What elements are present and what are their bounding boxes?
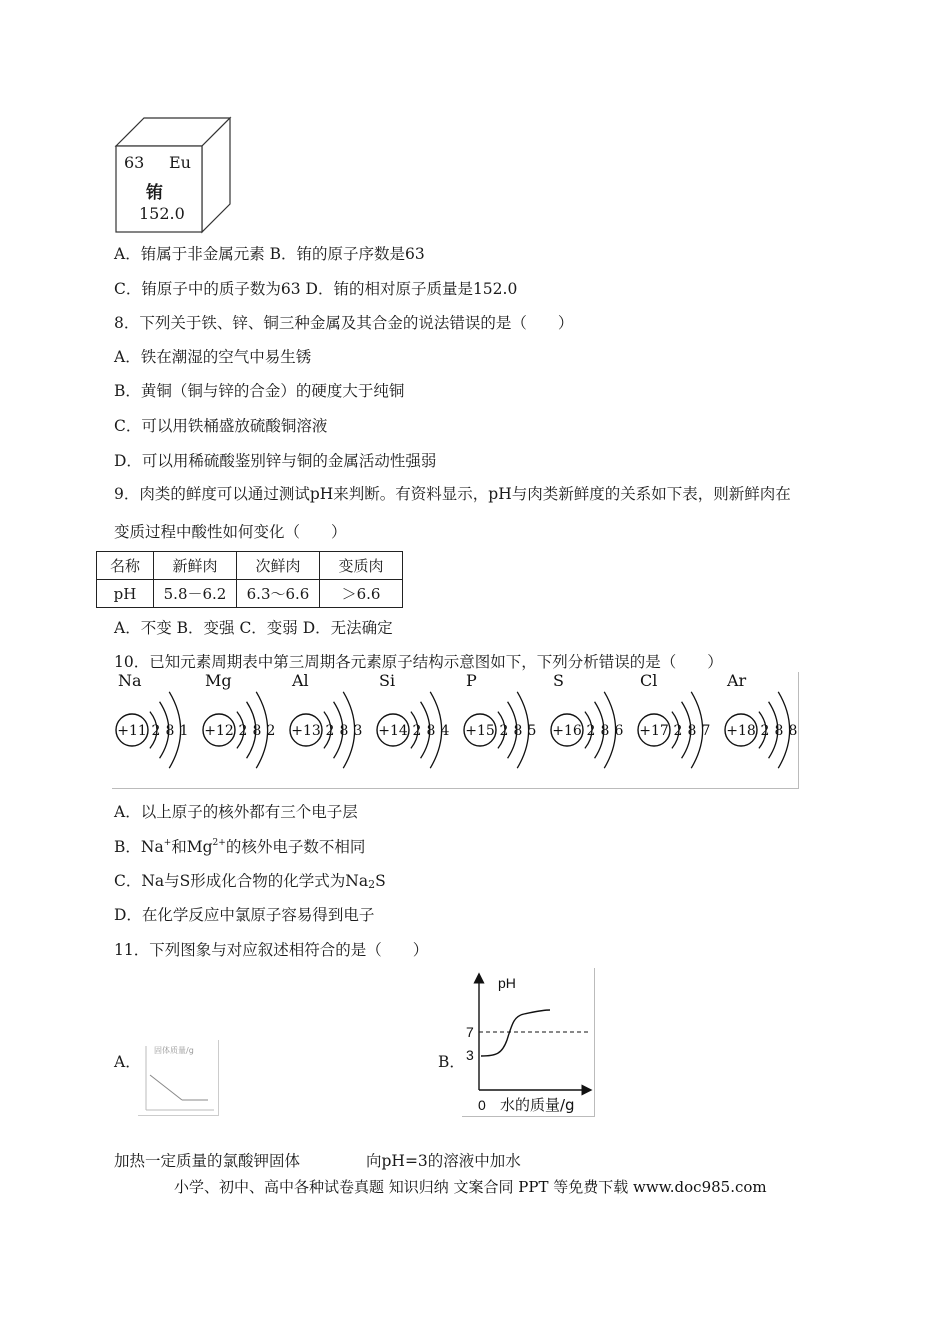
shell-electron-count: 8: [426, 723, 436, 739]
atom-mg: [203, 672, 275, 768]
table-header-cell: 变质肉: [320, 552, 403, 580]
shell-electron-count: 2: [760, 723, 770, 739]
graph-a-thumbnail: [138, 1040, 219, 1116]
table-header-cell: 名称: [97, 552, 154, 580]
table-cell: pH: [97, 580, 154, 608]
table-cell: ＞6.6: [320, 580, 403, 608]
element-number: 63: [124, 153, 145, 172]
q10-b-mid: 和Mg: [171, 838, 213, 856]
shell-electron-count: 8: [788, 723, 798, 739]
atom-symbol: Na: [118, 672, 142, 690]
q10-c-prefix: C．Na与S形成化合物的化学式为Na: [114, 872, 369, 890]
atom-symbol: P: [466, 672, 477, 690]
table-row: [97, 552, 403, 580]
nucleus-charge: +11: [117, 723, 147, 739]
shell-electron-count: 6: [614, 723, 624, 739]
atom-al: [290, 672, 362, 768]
q10-option-a: A．以上原子的核外都有三个电子层: [114, 803, 358, 821]
q8-option-c: C．可以用铁桶盛放硫酸铜溶液: [114, 417, 328, 435]
shell-electron-count: 2: [151, 723, 161, 739]
shell-electron-count: 2: [266, 723, 276, 739]
atom-symbol: S: [553, 672, 564, 690]
graph-b-tick-7: 7: [466, 1024, 474, 1040]
table-row: [97, 580, 403, 608]
element-mass: 152.0: [139, 204, 185, 223]
atom-symbol: Cl: [640, 672, 658, 690]
q8-stem: 8．下列关于铁、锌、铜三种金属及其合金的说法错误的是（ ）: [114, 314, 574, 332]
atom-p: [464, 672, 536, 768]
q9-stem-line2: 变质过程中酸性如何变化（ ）: [114, 523, 347, 541]
atom-ar: [725, 672, 797, 768]
q10-option-d: D．在化学反应中氯原子容易得到电子: [114, 906, 375, 924]
q10-b-sup1: +: [163, 838, 172, 848]
q11-stem: 11．下列图象与对应叙述相符合的是（ ）: [114, 941, 429, 959]
shell-electron-count: 2: [238, 723, 248, 739]
nucleus-charge: +17: [639, 723, 669, 739]
shell-electron-count: 8: [687, 723, 697, 739]
q10-c-sub: 2: [368, 878, 376, 891]
shell-electron-count: 2: [673, 723, 683, 739]
atom-s: [551, 672, 624, 768]
shell-electron-count: 4: [440, 723, 450, 739]
shell-electron-count: 8: [513, 723, 523, 739]
atom-symbol: Mg: [205, 672, 232, 690]
atom-symbol: Ar: [727, 672, 747, 690]
graph-b-curve: [481, 1010, 550, 1056]
q11-caption-b: 向pH=3的溶液中加水: [366, 1152, 521, 1170]
q9-options: A．不变 B．变强 C．变弱 D．无法确定: [114, 619, 393, 637]
q8-option-a: A．铁在潮湿的空气中易生锈: [114, 348, 312, 366]
nucleus-charge: +16: [552, 723, 582, 739]
shell-electron-count: 2: [412, 723, 422, 739]
atom-diagrams: [112, 672, 798, 788]
q10-b-suffix: 的核外电子数不相同: [225, 838, 366, 856]
graph-a-plot: [138, 1040, 218, 1115]
atom-symbol: Al: [292, 672, 309, 690]
ph-table: [96, 551, 403, 608]
shell-electron-count: 2: [499, 723, 509, 739]
graph-b-xlabel: 水的质量/g: [500, 1096, 575, 1114]
nucleus-charge: +13: [291, 723, 321, 739]
nucleus-charge: +14: [378, 723, 408, 739]
graph-a-ylabel: 固体质量/g: [154, 1046, 194, 1055]
q11-option-a-label: A．: [114, 1053, 141, 1071]
shell-electron-count: 8: [774, 723, 784, 739]
nucleus-charge: +18: [726, 723, 756, 739]
graph-b: [462, 968, 595, 1117]
shell-electron-count: 2: [586, 723, 596, 739]
atom-symbol: Si: [379, 672, 396, 690]
q11-caption-a: 加热一定质量的氯酸钾固体: [114, 1152, 301, 1170]
shell-electron-count: 8: [339, 723, 349, 739]
graph-b-tick-3: 3: [466, 1047, 474, 1063]
nucleus-charge: +12: [204, 723, 234, 739]
shell-electron-count: 8: [600, 723, 610, 739]
q10-stem: 10．已知元素周期表中第三周期各元素原子结构示意图如下，下列分析错误的是（ ）: [114, 653, 723, 671]
q10-b-prefix: B．Na: [114, 838, 164, 856]
q11-option-b-label: B．: [438, 1053, 465, 1071]
element-name: 铕: [146, 183, 163, 203]
atom-si: [377, 672, 450, 768]
q10-option-c: [114, 871, 386, 891]
graph-b-ylabel: pH: [498, 975, 516, 991]
q9-stem-line1: 9．肉类的鲜度可以通过测试pH来判断。有资料显示，pH与肉类新鲜度的关系如下表，则新鲜肉在: [114, 485, 791, 503]
q7-options-line1: A．铕属于非金属元素 B．铕的原子序数是63: [114, 245, 425, 263]
nucleus-charge: +15: [465, 723, 495, 739]
q10-option-b: [114, 837, 365, 857]
page-footer: 小学、初中、高中各种试卷真题 知识归纳 文案合同 PPT 等免费下载 www.doc985.com: [174, 1178, 767, 1196]
q8-option-b: B．黄铜（铜与锌的合金）的硬度大于纯铜: [114, 382, 405, 400]
atom-cl: [638, 672, 710, 768]
q8-option-d: D．可以用稀硫酸鉴别锌与铜的金属活动性强弱: [114, 452, 437, 470]
shell-electron-count: 7: [701, 723, 711, 739]
table-cell: 6.3～6.6: [237, 580, 320, 608]
element-symbol: Eu: [169, 153, 191, 172]
shell-electron-count: 5: [527, 723, 537, 739]
shell-electron-count: 2: [325, 723, 335, 739]
q10-b-sup2: 2+: [212, 838, 226, 848]
shell-electron-count: 8: [165, 723, 175, 739]
graph-b-plot: [462, 968, 594, 1116]
atom-structure-diagram: [112, 672, 799, 789]
shell-electron-count: 3: [353, 723, 363, 739]
table-cell: 5.8－6.2: [154, 580, 237, 608]
atom-na: [116, 672, 188, 768]
q10-c-suffix: S: [375, 872, 386, 890]
graph-b-origin: 0: [478, 1097, 486, 1113]
shell-electron-count: 8: [252, 723, 262, 739]
q7-options-line2: C．铕原子中的质子数为63 D．铕的相对原子质量是152.0: [114, 280, 518, 298]
shell-electron-count: 1: [179, 723, 189, 739]
table-header-cell: 次鲜肉: [237, 552, 320, 580]
table-header-cell: 新鲜肉: [154, 552, 237, 580]
